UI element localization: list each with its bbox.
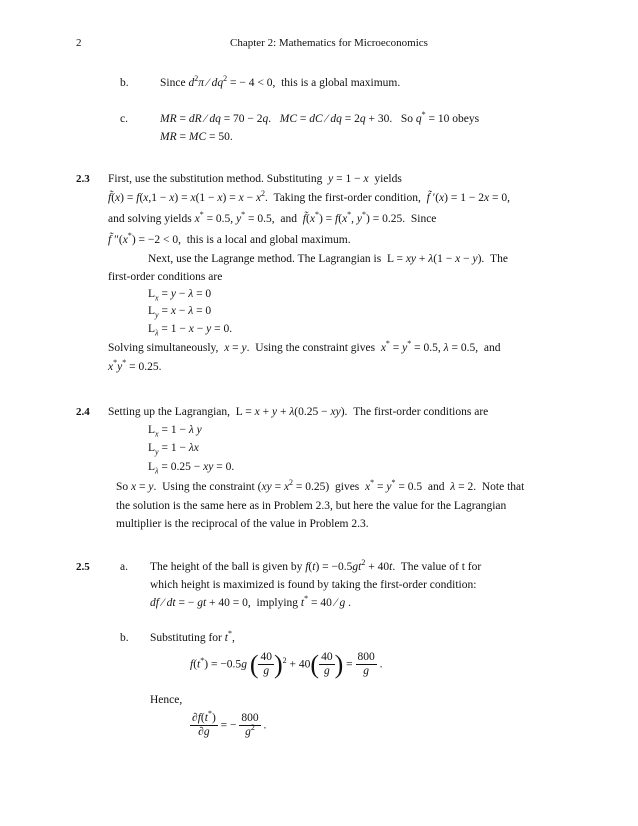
page-number: 2 — [76, 37, 82, 49]
p25-a-line1-text: The height of the ball is given by — [150, 561, 303, 573]
p24-line-b: the solution is the same here as in Problem 2.3, but here the value for the Lagrangian — [116, 500, 507, 512]
p24-so: So — [116, 481, 129, 493]
p24-constraint-text: Using the constraint — [162, 481, 255, 493]
p24-line1-end: The first-order conditions are — [353, 406, 489, 418]
p23-line5-text: Next, use the Lagrange method. The Lagrangian is — [148, 253, 382, 265]
p23-line6: first-order conditions are — [108, 271, 223, 283]
item-c-line1: MR = dR ⁄ dq = 70 − 2q. MC = dC ⁄ dq = 2q + 30. So q* = 10 obeys — [160, 110, 480, 125]
p25-a-line3: df ⁄ dt = − gt + 40 = 0, implying t* = 40 ⁄ g . — [150, 594, 352, 609]
p24-so-line: So x = y. Using the constraint $(xy = x^2 = 0.25)$ gives x* = y* = 0.5 and λ = 2. Note that — [116, 478, 525, 493]
p23-line5-end: The — [490, 253, 508, 265]
p23-line1: First, use the substitution method. Substituting y = 1 − x yields — [108, 173, 402, 185]
p23-line2-text: Taking the first-order condition, — [273, 192, 421, 204]
p23-line2: f̃(x) = $f(x,1 - x) = x(1 - x) = x - x^2$. Taking the first-order condition, f̃ ′(x) = 1 − 2x = 0, — [108, 189, 510, 204]
p23-foc-x: $L_x = y - \lambda = 0$ — [148, 288, 212, 303]
p24-foc-lambda: $L_\lambda = 0.25$ − xy = 0. — [148, 461, 235, 476]
p23-line3-since: Since — [410, 213, 437, 225]
p23-line4: f̃ ″(x*) = −2 < 0, this is a local and global maximum. — [108, 231, 351, 246]
p25-b-line1: Substituting for t*, — [150, 629, 235, 644]
p23-result: x*y* = 0.25. — [108, 358, 162, 373]
p25-hence: Hence, — [150, 694, 183, 706]
p23-solve: Solving simultaneously, x = y. Using the constraint gives x* = y* = 0.5, λ = 0.5, and — [108, 339, 501, 354]
item-c-so: So — [400, 113, 414, 125]
p23-line5: Next, use the Lagrange method. The Lagrangian is L = xy + λ(1 − x − y). The — [148, 253, 508, 265]
p23-line3-text: and solving yields — [108, 213, 192, 225]
item-c-line2: MR = MC = 50. — [160, 131, 233, 143]
p24-line-c: multiplier is the reciprocal of the value in Problem 2.3. — [116, 518, 369, 530]
p24-line1-text: Setting up the Lagrangian, — [108, 406, 230, 418]
p24-gives: gives — [335, 481, 360, 493]
p23-solve-text: Solving simultaneously, — [108, 342, 219, 354]
problem-number-2-4: 2.4 — [76, 406, 90, 418]
p23-solve-and: and — [483, 342, 501, 354]
p24-and: and — [427, 481, 445, 493]
p24-foc-x: $L_x = 1 - \lambda$ y — [148, 424, 202, 439]
p23-line3: and solving yields x* = 0.5, y* = 0.5, and f̃(x*) = f(x*, y*) = 0.25. Since — [108, 210, 437, 225]
p25-derivative-equation: $\frac{\partial f(t^*)}{\partial g}$ = − $\frac{800}{g^2}$ . — [192, 709, 267, 739]
item-b-label: b. — [120, 77, 129, 89]
p23-line1-end: yields — [374, 173, 402, 185]
p25-a-line1: The height of the ball is given by $f(t) = -0.5gt^2 + 40t$. The value of t for — [150, 558, 482, 573]
p23-foc-y: $L_y = x - \lambda = 0$ — [148, 305, 212, 320]
p25-b-line1-text: Substituting for — [150, 632, 222, 644]
problem-number-2-5: 2.5 — [76, 561, 90, 573]
p23-line3-and: and — [280, 213, 298, 225]
item-b-text: Since $d^2\pi$ ⁄ $dq^2$ = − 4 < 0, this is a global maximum. — [160, 74, 401, 89]
p24-line1: Setting up the Lagrangian, L = x + y + λ(0.25 − xy). The first-order conditions are — [108, 406, 489, 418]
item-c-obeys: obeys — [452, 113, 480, 125]
running-title: Chapter 2: Mathematics for Microeconomics — [230, 37, 428, 49]
p23-line1-text: First, use the substitution method. Substituting — [108, 173, 323, 185]
p25-b-equation: f(t*) = −0.5g ( $\frac{40}{g}$ )$^2$ + 40( $\frac{40}{g}$ ) = $\frac{800}{g}$ . — [190, 650, 383, 679]
problem-number-2-3: 2.3 — [76, 173, 90, 185]
p23-line4-text: this is a local and global maximum. — [186, 234, 351, 246]
p23-foc-lambda: $L_\lambda = 1 - x - y = 0$. — [148, 323, 233, 338]
item-c-label: c. — [120, 113, 128, 125]
p25-a-line1-end: The value of t for — [400, 561, 482, 573]
p25-b-label: b. — [120, 632, 129, 644]
p25-a-line2: which height is maximized is found by taking the first-order condition: — [150, 579, 477, 591]
item-b-conclusion: this is a global maximum. — [281, 77, 401, 89]
p25-a-label: a. — [120, 561, 128, 573]
p24-foc-y: $L_y = 1 - \lambda x$ — [148, 442, 199, 457]
p24-note: Note that — [481, 481, 525, 493]
p25-implying: implying — [256, 597, 299, 609]
p23-solve-constraint: Using the constraint gives — [255, 342, 376, 354]
